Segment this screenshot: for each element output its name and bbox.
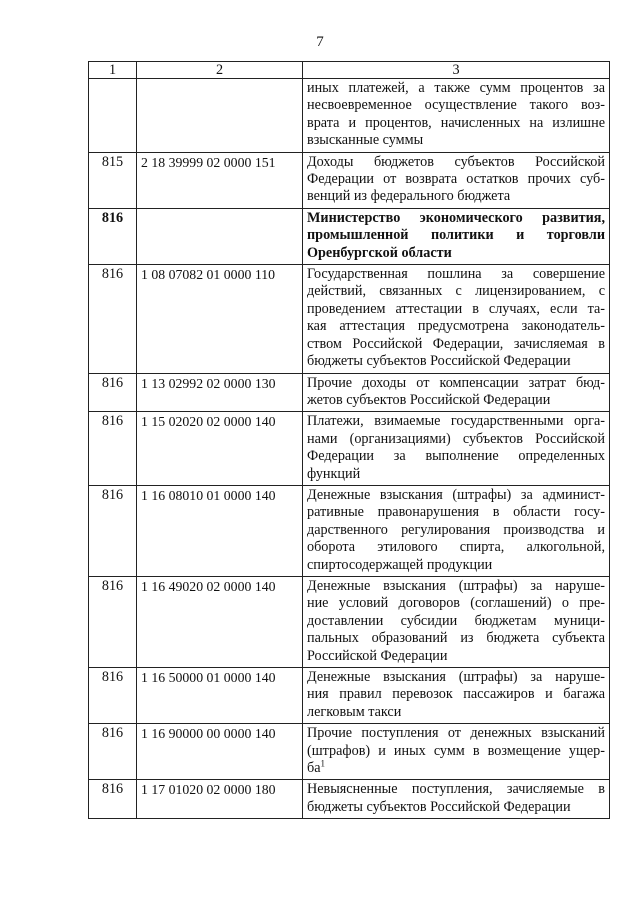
- description-line: [307, 669, 605, 686]
- description-line-text: ством Российской Федерации, зачисляемая в: [307, 335, 605, 352]
- description-line-text: Невыясненные поступления, зачисляемые в: [307, 781, 605, 798]
- description-line: [307, 781, 605, 798]
- description-line-text: Оренбургской области: [307, 244, 452, 261]
- description-line-text: иных платежей, а также сумм процентов за: [307, 80, 605, 96]
- description-line: [307, 504, 605, 521]
- description-line-text: Министерство экономического развития,: [307, 209, 605, 226]
- description-line: [307, 301, 605, 318]
- description-line-text: легковым такси: [307, 703, 402, 720]
- description-line: [307, 557, 605, 574]
- description-line-text: Государственная пошлина за совершение: [307, 266, 605, 283]
- table-row: [89, 152, 610, 208]
- page-number: 7: [316, 34, 324, 50]
- footnote-marker: 1: [320, 758, 326, 769]
- description-line: [307, 725, 605, 742]
- description-line-text: нами (организациями) субъектов Российской: [307, 430, 605, 447]
- description-line: [307, 648, 605, 665]
- admin-code-cell: 816: [89, 576, 137, 667]
- admin-code-cell: 816: [89, 412, 137, 486]
- description-line: [307, 171, 605, 188]
- description-line-text: Федерации за выполнение определенных: [307, 448, 605, 465]
- budget-classification-code-cell: [137, 208, 303, 264]
- description-line-text: венций из федерального бюджета: [307, 188, 511, 205]
- description-line: [307, 115, 605, 132]
- description-line: [307, 539, 605, 556]
- budget-classification-code-cell: 1 08 07082 01 0000 110: [137, 265, 303, 373]
- description-line: [307, 245, 605, 262]
- description-line: [307, 154, 605, 171]
- revenue-description-cell: [303, 373, 610, 412]
- description-line-text: несвоевременное осуществление такого воз-: [307, 97, 605, 114]
- description-line: [307, 210, 605, 227]
- description-line-text: Денежные взыскания (штрафы) за админист-: [307, 486, 605, 503]
- description-line-text: пальных образований из бюджета субъекта: [307, 630, 605, 647]
- description-line-text: бюджеты субъектов Российской Федерации: [307, 353, 571, 370]
- table-row: [89, 79, 610, 153]
- budget-classification-code-cell: 1 16 90000 00 0000 140: [137, 724, 303, 780]
- description-line: [307, 448, 605, 465]
- description-line: [307, 522, 605, 539]
- header-col-3: 3: [303, 62, 610, 79]
- description-line: [307, 266, 605, 283]
- description-line: [307, 97, 605, 114]
- description-line-text: действий, связанных с лицензированием, с: [307, 283, 605, 300]
- description-line: [307, 799, 605, 816]
- description-line-text: Денежные взыскания (штрафы) за наруше-: [307, 669, 605, 685]
- revenue-description-cell: [303, 152, 610, 208]
- description-line-text: доставлении субсидии бюджетам муници-: [307, 612, 605, 629]
- header-col-1: 1: [89, 62, 137, 79]
- description-line-text: Федерации от возврата остатков прочих суб-: [307, 171, 605, 188]
- description-line-text: спиртосодержащей продукции: [307, 556, 493, 573]
- revenue-description-cell: [303, 412, 610, 486]
- admin-code-cell: 816: [89, 208, 137, 264]
- budget-classification-code-cell: 1 16 49020 02 0000 140: [137, 576, 303, 667]
- description-line: [307, 760, 605, 777]
- revenue-description-cell: [303, 668, 610, 724]
- description-line: [307, 80, 605, 97]
- description-line: [307, 431, 605, 448]
- description-line-text: ба: [307, 760, 321, 777]
- description-line-text: кая аттестация предусмотрена законодатель-: [307, 318, 605, 335]
- admin-code-cell: 816: [89, 668, 137, 724]
- admin-code-cell: 815: [89, 152, 137, 208]
- budget-classification-code-cell: 1 13 02992 02 0000 130: [137, 373, 303, 412]
- admin-code-cell: [89, 79, 137, 153]
- description-line-text: ние условий договоров (соглашений) о пре-: [307, 595, 605, 612]
- description-line-text: Доходы бюджетов субъектов Российской: [307, 153, 605, 170]
- description-line: [307, 227, 605, 244]
- description-line: [307, 578, 605, 595]
- revenue-description-cell: [303, 485, 610, 576]
- description-line: [307, 487, 605, 504]
- description-line-text: Платежи, взимаемые государственными орга-: [307, 413, 605, 430]
- description-line: [307, 743, 605, 760]
- budget-classification-code-cell: 1 17 01020 02 0000 180: [137, 780, 303, 819]
- admin-code-cell: 816: [89, 265, 137, 373]
- description-line-text: Денежные взыскания (штрафы) за наруше-: [307, 577, 605, 594]
- description-line: [307, 613, 605, 630]
- admin-code-cell: 816: [89, 373, 137, 412]
- description-line-text: ния правил перевозок пассажиров и багажа: [307, 686, 605, 703]
- revenue-description-cell: [303, 576, 610, 667]
- table-row: [89, 265, 610, 373]
- revenue-description-cell: [303, 79, 610, 153]
- table-row: [89, 485, 610, 576]
- table-row: [89, 208, 610, 264]
- description-line: [307, 132, 605, 149]
- revenue-description-cell: [303, 780, 610, 819]
- description-line: [307, 413, 605, 430]
- table-header-row: [89, 62, 610, 79]
- table-row: [89, 724, 610, 780]
- header-col-2: 2: [137, 62, 303, 79]
- revenue-description-cell: [303, 265, 610, 373]
- table-row: [89, 668, 610, 724]
- description-line: [307, 375, 605, 392]
- description-line: [307, 630, 605, 647]
- description-line-text: ративные правонарушения в области госу-: [307, 504, 605, 521]
- description-line-text: Прочие поступления от денежных взысканий: [307, 725, 605, 742]
- budget-classification-code-cell: 1 15 02020 02 0000 140: [137, 412, 303, 486]
- budget-classification-code-cell: 2 18 39999 02 0000 151: [137, 152, 303, 208]
- description-line: [307, 318, 605, 335]
- budget-classification-code-cell: 1 16 08010 01 0000 140: [137, 485, 303, 576]
- description-line-text: проведением аттестации в случаях, если та-: [307, 300, 605, 317]
- revenue-description-cell: [303, 208, 610, 264]
- description-line-text: жетов субъектов Российской Федерации: [307, 391, 551, 408]
- description-line-text: функций: [307, 465, 361, 482]
- table-row: [89, 373, 610, 412]
- description-line: [307, 392, 605, 409]
- budget-classification-code-cell: [137, 79, 303, 153]
- description-line-text: Российской Федерации: [307, 647, 448, 664]
- description-line: [307, 595, 605, 612]
- description-line: [307, 686, 605, 703]
- description-line-text: бюджеты субъектов Российской Федерации: [307, 798, 571, 815]
- description-line-text: (штрафов) и иных сумм в возмещение ущер-: [307, 742, 605, 759]
- description-line: [307, 188, 605, 205]
- description-line-text: Прочие доходы от компенсации затрат бюд-: [307, 374, 605, 391]
- description-line-text: дарственного регулирования производства и: [307, 521, 605, 538]
- description-line-text: взысканные суммы: [307, 132, 424, 149]
- table-row: [89, 576, 610, 667]
- admin-code-cell: 816: [89, 724, 137, 780]
- revenue-codes-table: [88, 61, 610, 819]
- table-row: [89, 780, 610, 819]
- description-line: [307, 353, 605, 370]
- description-line: [307, 336, 605, 353]
- revenue-description-cell: [303, 724, 610, 780]
- description-line: [307, 704, 605, 721]
- description-line-text: промышленной политики и торговли: [307, 227, 605, 244]
- description-line: [307, 283, 605, 300]
- description-line: [307, 466, 605, 483]
- description-line-text: врата и процентов, начисленных на излишне: [307, 114, 605, 131]
- admin-code-cell: 816: [89, 780, 137, 819]
- table-row: [89, 412, 610, 486]
- budget-classification-code-cell: 1 16 50000 01 0000 140: [137, 668, 303, 724]
- admin-code-cell: 816: [89, 485, 137, 576]
- description-line-text: оборота этилового спирта, алкогольной,: [307, 539, 605, 556]
